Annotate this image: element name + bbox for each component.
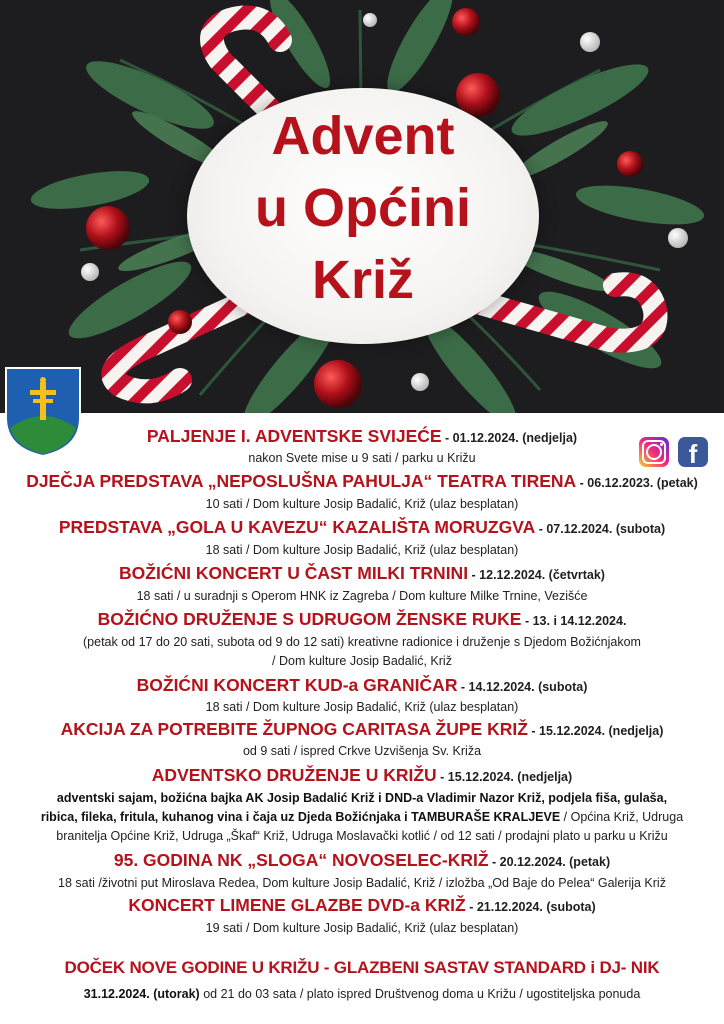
event-title-3: PREDSTAVA „GOLA U KAVEZU“ KAZALIŠTA MORUZGVA - 07.12.2024. (subota) [58, 517, 666, 537]
event-title-10: KONCERT LIMENE GLAZBE DVD-a KRIŽ - 21.12.2024. (subota) [128, 895, 596, 915]
event-title-4: BOŽIĆNI KONCERT U ČAST MILKI TRNINI - 12.12.2024. (četvrtak) [119, 563, 605, 583]
event-details-8-line-2: ribica, fileka, fritula, kuhanog vina i čaja uz Djeda Božićnjaka i TAMBURAŠE KRALJEVE / Općina Križ, Udruga [40, 810, 684, 824]
event-details-7: od 9 sati / ispred Crkve Uzvišenja Sv. Križa [242, 744, 482, 758]
event-title-6: BOŽIĆNI KONCERT KUD-a GRANIČAR - 14.12.2024. (subota) [136, 675, 588, 695]
event-details-8-line-1: adventski sajam, božićna bajka AK Josip Badalić Križ i DND-a Vladimir Nazor Križ, podjela fiša, gulaša, [56, 791, 668, 805]
facebook-icon[interactable]: f [678, 437, 708, 467]
event-details-3: 18 sati / Dom kulture Josip Badalić, Križ (ulaz besplatan) [205, 543, 519, 557]
event-details-6: 18 sati / Dom kulture Josip Badalić, Križ (ulaz besplatan) [205, 700, 519, 714]
event-title-9: 95. GODINA NK „SLOGA“ NOVOSELEC-KRIŽ - 20.12.2024. (petak) [113, 850, 611, 870]
title-line-2: u Općini [255, 178, 471, 238]
poster-title [187, 100, 539, 316]
title-line-1: Advent [271, 106, 455, 166]
event-details-10: 19 sati / Dom kulture Josip Badalić, Križ (ulaz besplatan) [205, 921, 519, 935]
event-title-1: PALJENJE I. ADVENTSKE SVIJEĆE - 01.12.2024. (nedjelja) [146, 426, 578, 446]
event-details-2: 10 sati / Dom kulture Josip Badalić, Križ (ulaz besplatan) [205, 497, 519, 511]
event-details-5: (petak od 17 do 20 sati, subota od 9 do 12 sati) kreativne radionice i druženje s Djedom Božićnjakom [83, 635, 641, 649]
hero-image [0, 0, 724, 413]
event-details-9: 18 sati /životni put Miroslava Redea, Dom kulture Josip Badalić, Križ / izložba „Od Baje do Pelea“ Galerija Križ [58, 876, 666, 890]
event-details-1: nakon Svete mise u 9 sati / parku u Križu [248, 451, 476, 465]
event-details-8-line-3: branitelja Općine Križ, Udruga „Škaf“ Križ, Udruga Moslavački kotlić / od 12 sati / prodajni plato u parku u Križu [56, 829, 668, 843]
event-details-5-location: / Dom kulture Josip Badalić, Križ [272, 654, 452, 668]
event-title-7: AKCIJA ZA POTREBITE ŽUPNOG CARITASA ŽUPE KRIŽ - 15.12.2024. (nedjelja) [60, 719, 664, 739]
event-title-8: ADVENTSKO DRUŽENJE U KRIŽU - 15.12.2024. (nedjelja) [151, 765, 573, 785]
new-year-event-title: DOČEK NOVE GODINE U KRIŽU - GLAZBENI SASTAV STANDARD i DJ- NIK [64, 958, 660, 977]
title-line-3: Križ [311, 250, 414, 310]
event-title-5: BOŽIĆNO DRUŽENJE S UDRUGOM ŽENSKE RUKE - 13. i 14.12.2024. [97, 609, 627, 629]
new-year-event-details: 31.12.2024. (utorak) od 21 do 03 sata / plato ispred Društvenog doma u Križu / ugostiteljska ponuda [83, 987, 641, 1001]
event-details-4: 18 sati / u suradnji s Operom HNK iz Zagreba / Dom kulture Milke Trnine, Vezišće [136, 589, 588, 603]
event-title-2: DJEČJA PREDSTAVA „NEPOSLUŠNA PAHULJA“ TEATRA TIRENA - 06.12.2023. (petak) [26, 471, 698, 491]
